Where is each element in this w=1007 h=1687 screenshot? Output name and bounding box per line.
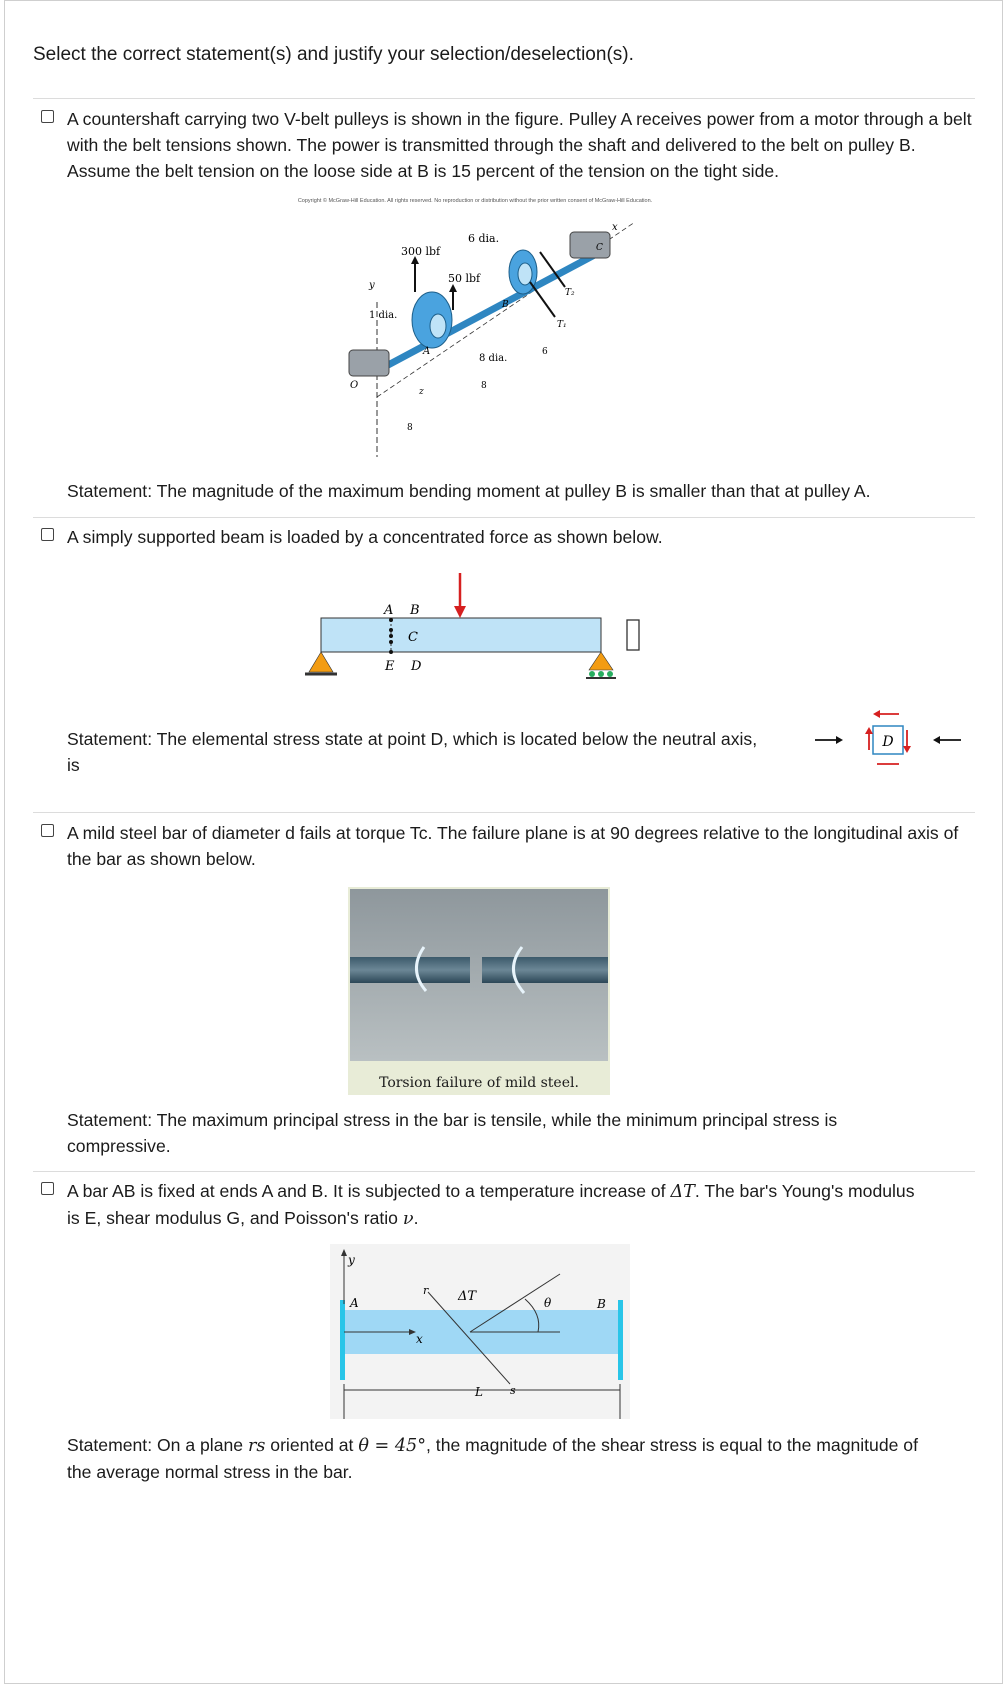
label-r: r <box>423 1284 429 1297</box>
option-4-checkbox[interactable] <box>41 1182 54 1195</box>
label-8-dia: 8 dia. <box>479 353 508 364</box>
option-3-checkbox[interactable] <box>41 824 54 837</box>
option-4 <box>33 1178 979 1232</box>
pin-support <box>309 652 333 672</box>
stress-element-label: D <box>882 734 894 750</box>
copyright-notice: Copyright © McGraw-Hill Education. All rights reserved. No reproduction or distribution without the prior written consent of McGraw-Hill Education. <box>297 198 653 204</box>
label-y-axis: y <box>369 280 375 291</box>
bar-left-half <box>350 957 470 983</box>
label-theta: θ <box>544 1296 552 1310</box>
option-3-statement: Statement: The maximum principal stress in the bar is tensile, while the minimum principal stress is compressive. <box>67 1110 838 1156</box>
label-t2: T₂ <box>565 288 575 298</box>
option-1 <box>33 106 979 184</box>
option-2 <box>33 524 979 550</box>
beam <box>321 618 601 652</box>
bearing-o <box>349 350 389 376</box>
divider <box>33 812 975 813</box>
label-o: O <box>350 380 359 391</box>
label-6-dia: 6 dia. <box>468 232 500 245</box>
label-x-axis: x <box>612 222 618 233</box>
option-3 <box>33 820 979 872</box>
torsion-failure-photo <box>348 887 610 1095</box>
dim-6: 6 <box>542 347 548 357</box>
photo-caption: Torsion failure of mild steel. <box>379 1075 579 1091</box>
divider <box>33 1171 975 1172</box>
option-2-statement: Statement: The elemental stress state at point D, which is located below the neutral axis, is <box>67 729 758 775</box>
roller-support <box>589 652 613 670</box>
dim-8-b: 8 <box>481 381 487 391</box>
label-x: x <box>416 1332 423 1346</box>
option-2-text: A simply supported beam is loaded by a concentrated force as shown below. <box>67 527 663 547</box>
empty-element-box <box>627 620 639 650</box>
label-z-axis: z <box>419 387 424 397</box>
point-a-label: A <box>384 603 394 618</box>
rs-symbol: rs <box>247 1436 266 1456</box>
label-1-dia: 1 dia. <box>369 310 398 321</box>
option-2-checkbox[interactable] <box>41 528 54 541</box>
label-50-lbf: 50 lbf <box>448 272 481 285</box>
fixed-wall-a <box>340 1300 345 1380</box>
fixed-bar-figure <box>330 1244 630 1419</box>
stress-element-d <box>815 702 965 762</box>
delta-t-symbol: ΔT <box>670 1182 695 1202</box>
point-b-label: B <box>410 603 420 618</box>
divider <box>33 98 975 99</box>
option-1-statement: Statement: The magnitude of the maximum bending moment at pulley B is smaller than that at pulley A. <box>67 481 871 501</box>
divider <box>33 517 975 518</box>
label-delta-t: ΔT <box>458 1289 477 1304</box>
label-s: s <box>510 1384 516 1397</box>
label-a: A <box>350 1296 359 1310</box>
label-b: B <box>502 300 509 310</box>
bearing-c <box>570 232 610 258</box>
bar-right-half <box>482 957 608 983</box>
option-1-checkbox[interactable] <box>41 110 54 123</box>
option-4-statement: Statement: On a plane rs oriented at θ = 45°, the magnitude of the shear stress is equal to the magnitude of the average normal stress in the bar. <box>67 1435 918 1482</box>
torsion-photo-drawing <box>348 887 610 1095</box>
point-e-label: E <box>385 659 395 674</box>
angle-expression: θ = 45° <box>358 1436 427 1456</box>
force-t1 <box>530 282 555 317</box>
label-b: B <box>597 1297 606 1311</box>
label-a: A <box>423 346 431 357</box>
point-c-label: C <box>408 630 418 645</box>
beam-figure <box>305 568 655 693</box>
option-1-text: A countershaft carrying two V-belt pulleys is shown in the figure. Pulley A receives power from a motor through a belt with the belt tensions shown. The power is transmitted through the shaft and delivered to the belt on pulley B. Assume the belt tension on the loose side at B is 15 percent of the tension on the tight side. <box>67 109 972 181</box>
label-300-lbf: 300 lbf <box>401 245 441 258</box>
label-y: y <box>348 1253 355 1267</box>
point-d-label: D <box>411 659 422 674</box>
option-3-text: A mild steel bar of diameter d fails at torque Tc. The failure plane is at 90 degrees relative to the longitudinal axis of the bar as shown below. <box>67 823 959 869</box>
question-prompt: Select the correct statement(s) and justify your selection/deselection(s). <box>33 44 634 65</box>
fixed-wall-b <box>618 1300 623 1380</box>
countershaft-figure <box>297 192 655 467</box>
nu-symbol: ν <box>402 1209 414 1229</box>
label-c: C <box>596 243 603 253</box>
option-4-text: A bar AB is fixed at ends A and B. It is subjected to a temperature increase of ΔT. The bar's Young's modulus is E, shear modulus G, and Poisson's ratio ν. <box>67 1181 915 1229</box>
label-l: L <box>475 1385 483 1399</box>
dim-8-a: 8 <box>407 423 413 433</box>
label-t1: T₁ <box>557 320 567 330</box>
